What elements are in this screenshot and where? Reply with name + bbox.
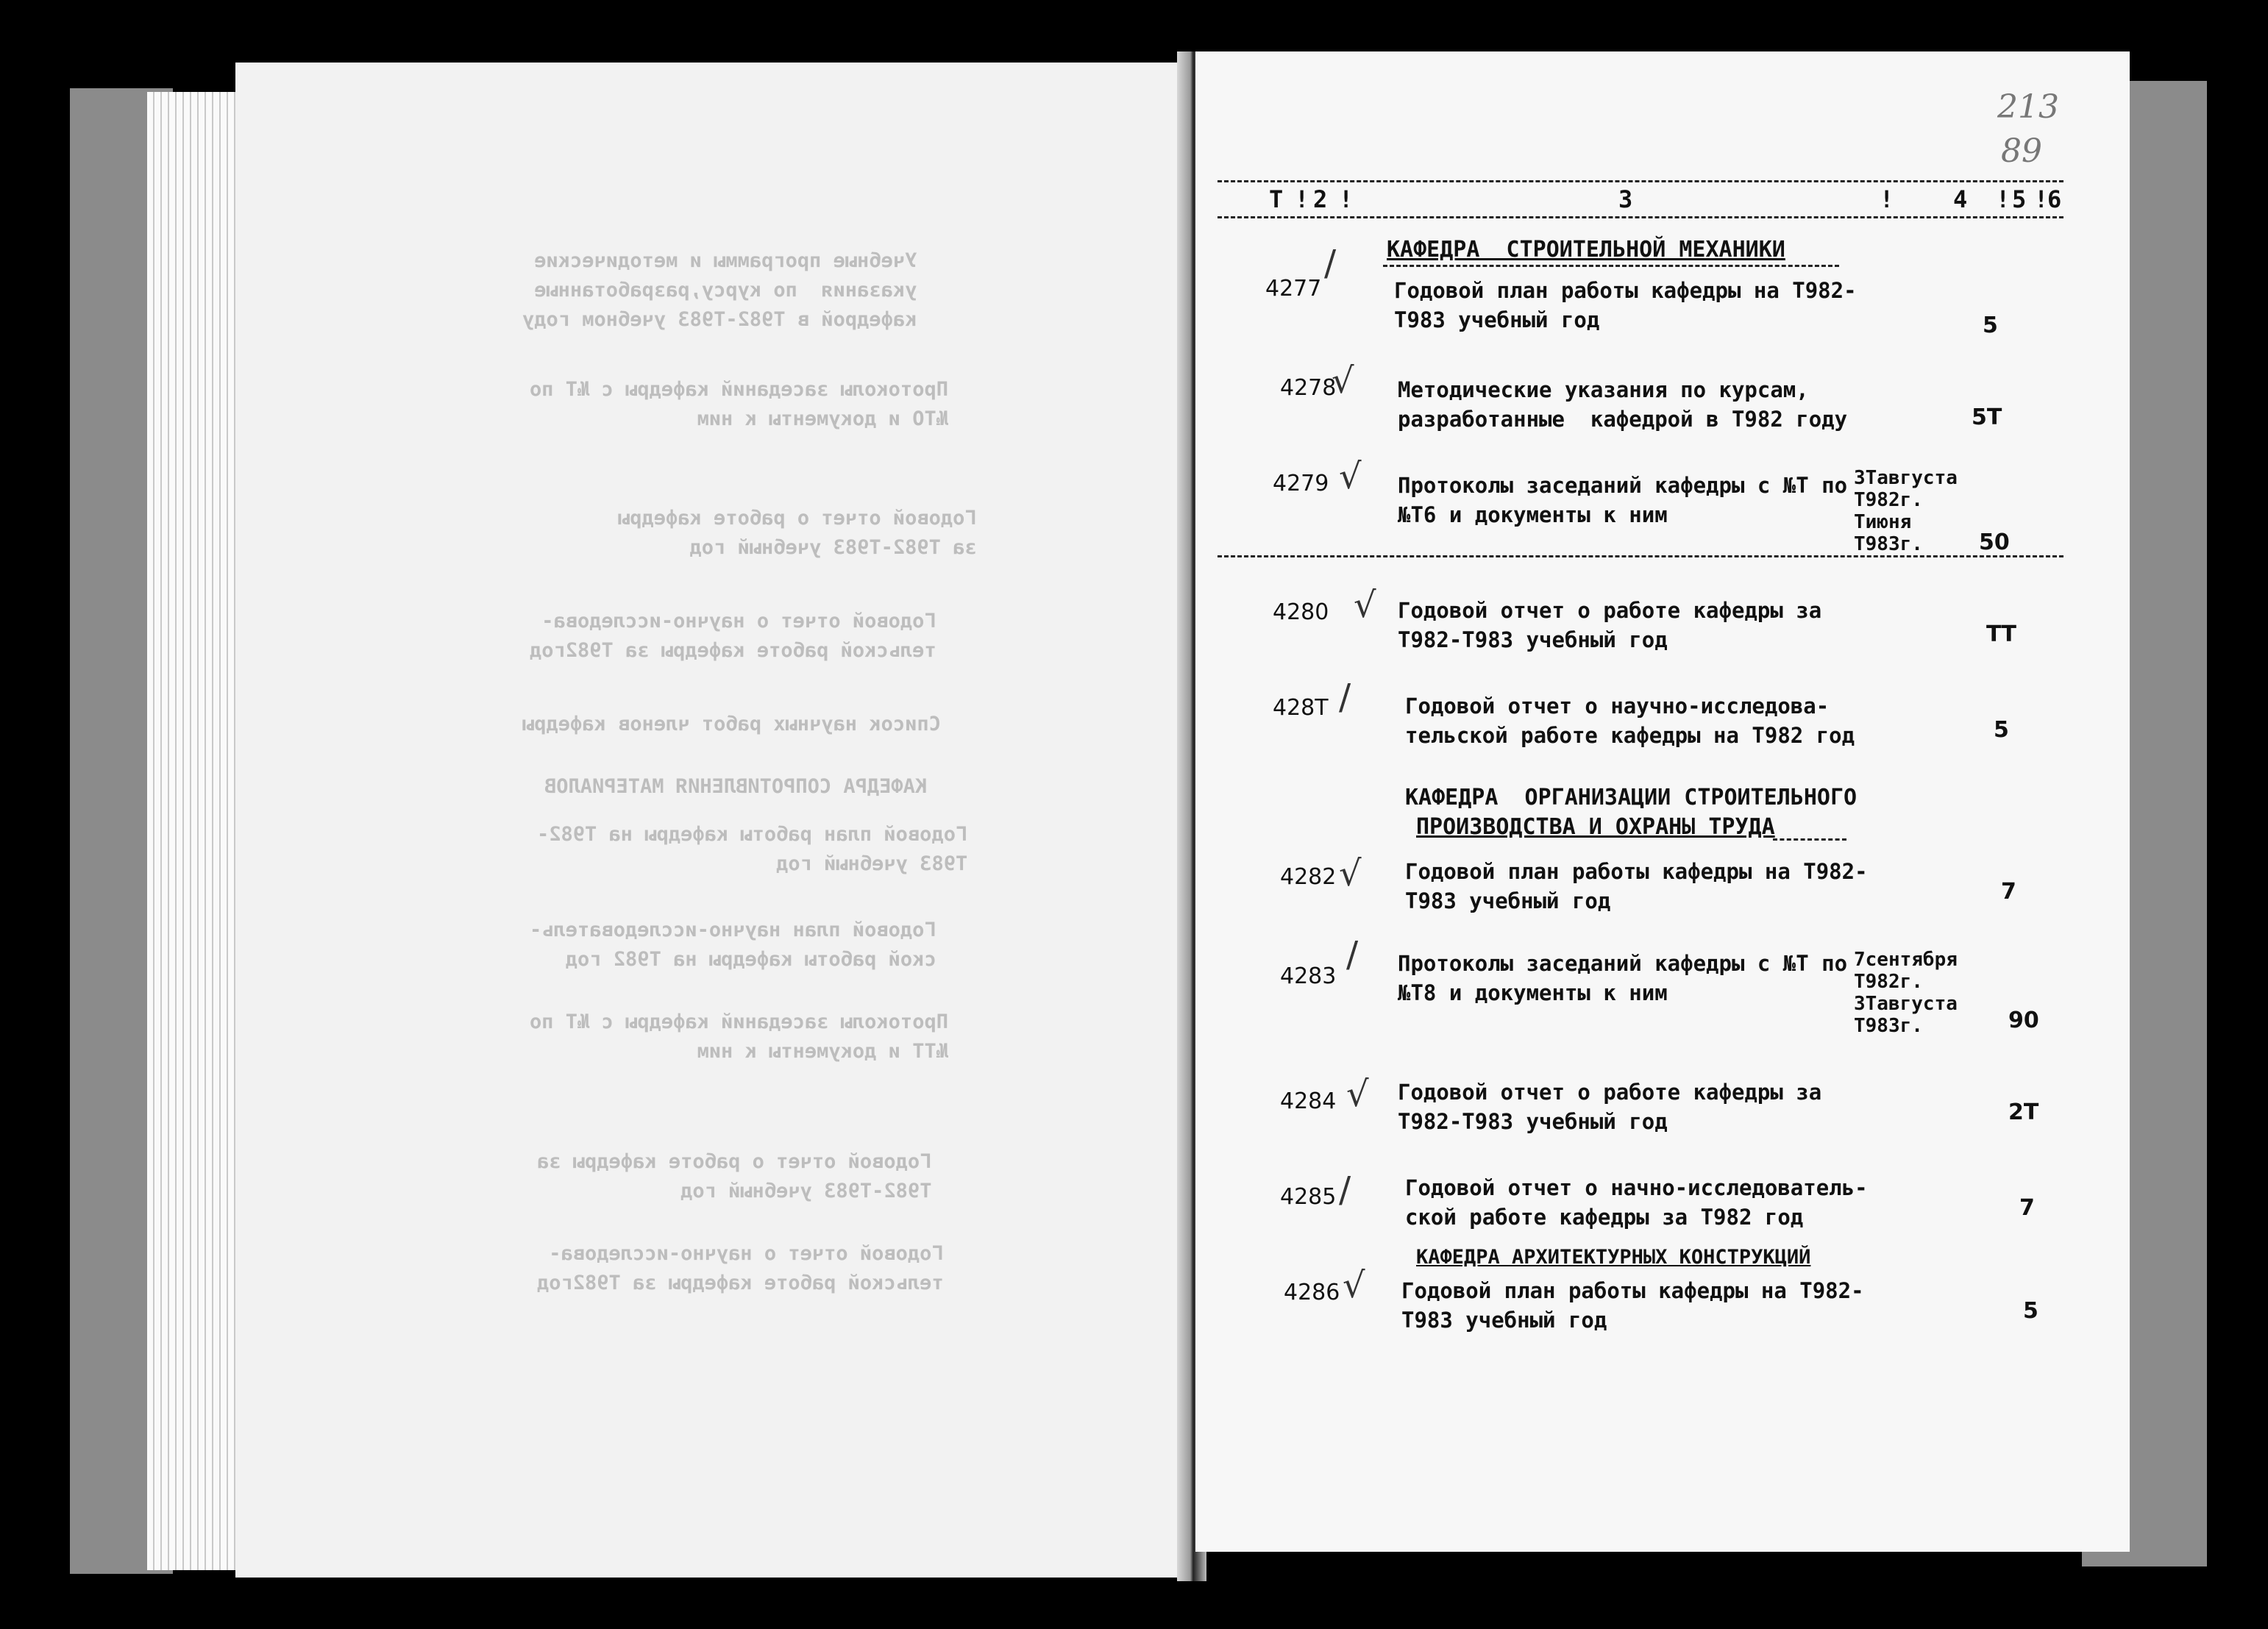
section-heading: КАФЕДРА СТРОИТЕЛЬНОЙ МЕХАНИКИ	[1387, 237, 1785, 263]
entry-title: Методические указания по курсам, разработанные кафедрой в Т982 году	[1398, 377, 1848, 432]
section-underline	[1383, 265, 1839, 267]
entry-number: 4279	[1273, 471, 1329, 496]
header-col-1: Т	[1269, 185, 1284, 213]
check-mark-icon: /	[1346, 934, 1359, 975]
header-col-2: 2	[1313, 185, 1328, 213]
entry-pages: 2Т	[2008, 1099, 2039, 1125]
row-separator	[1217, 555, 2063, 557]
header-col-3: 3	[1618, 185, 1633, 213]
stamped-page-number: 213	[1997, 88, 2059, 126]
entry-number: 4284	[1280, 1088, 1337, 1114]
entry-title: Протоколы заседаний кафедры с №Т по №Т6 и документы к ним	[1398, 473, 1848, 527]
check-mark-icon: √	[1339, 853, 1362, 894]
ghost-entry: Список научных работ членов кафедры	[522, 713, 941, 735]
entry-pages: 5	[1994, 717, 2009, 743]
ghost-entry: Годовой отчет о работе кафедры за Т982-Т983 учебный год	[618, 507, 977, 559]
entry-title: Годовой отчет о научно-исследова- тельской работе кафедры на Т982 год	[1405, 694, 1855, 748]
header-col-6: 6	[2047, 185, 2062, 213]
section-heading: ПРОИЗВОДСТВА И ОХРАНЫ ТРУДА	[1416, 814, 1775, 840]
page-stack	[147, 92, 250, 1570]
entry-title: Годовой отчет о начно-исследователь- ской работе кафедры за Т982 год	[1405, 1175, 1868, 1230]
entry-number: 4283	[1280, 963, 1337, 989]
entry-title: Протоколы заседаний кафедры с №Т по №Т8 и документы к ним	[1398, 951, 1848, 1005]
entry-pages: 5	[1983, 313, 1998, 338]
entry-title: Годовой отчет о работе кафедры за Т982-Т983 учебный год	[1398, 1080, 1822, 1134]
check-mark-icon: √	[1339, 456, 1362, 497]
section-heading: КАФЕДРА ОРГАНИЗАЦИИ СТРОИТЕЛЬНОГО	[1405, 785, 1858, 810]
check-mark-icon: √	[1343, 1265, 1365, 1306]
ghost-section: КАФЕДРА СОПРОТИВЛЕНИЯ МАТЕРИАЛОВ	[544, 775, 928, 798]
entry-dates: 7сентября Т982г. 3Тавгуста Т983г.	[1854, 949, 1958, 1037]
entry-number: 4278	[1280, 375, 1337, 401]
ghost-entry: Учебные программы и методические указания по курсу,разработанные кафедрой в Т982-Т983 учебном году	[522, 249, 917, 331]
entry-number: 4277	[1265, 276, 1322, 302]
section-heading: КАФЕДРА АРХИТЕКТУРНЫХ КОНСТРУКЦИЙ	[1416, 1246, 1811, 1269]
entry-pages: 7	[2019, 1195, 2035, 1221]
header-col-5: 5	[2012, 185, 2027, 213]
entry-pages: 5	[2023, 1298, 2038, 1324]
entry-title: Годовой план работы кафедры на Т982- Т983 учебный год	[1394, 278, 1857, 332]
entry-number: 4282	[1280, 864, 1337, 890]
ghost-entry: Годовой план работы кафедры на Т982- Т983 учебный год	[537, 823, 968, 875]
ghost-entry: Протоколы заседаний кафедры с №Т по №ТТ и документы к ним	[530, 1010, 948, 1063]
entry-number: 4286	[1284, 1280, 1340, 1305]
check-mark-icon: /	[1339, 677, 1351, 718]
ghost-entry: Годовой план научно-исследователь- ской работы кафедры на Т982 год	[530, 919, 936, 971]
ghost-entry: Годовой отчет о научно-исследова- тельской работе кафедры за Т982год	[530, 610, 936, 662]
ghost-entry: Годовой отчет о работе кафедры за Т982-Т983 учебный год	[537, 1150, 932, 1202]
entry-number: 4285	[1280, 1184, 1337, 1210]
left-page	[235, 63, 1192, 1578]
entry-title: Годовой план работы кафедры на Т982- Т983 учебный год	[1405, 859, 1868, 913]
entry-number: 4280	[1273, 599, 1329, 625]
handwritten-page-number: 89	[2001, 132, 2042, 170]
check-mark-icon: /	[1324, 243, 1337, 284]
section-underline	[1773, 838, 1846, 841]
ghost-entry: Годовой отчет о научно-исследова- тельской работе кафедры за Т982год	[537, 1242, 944, 1294]
check-mark-icon: /	[1339, 1169, 1351, 1211]
check-mark-icon: √	[1346, 1074, 1369, 1115]
entry-pages: 90	[2008, 1008, 2039, 1033]
entry-dates: 3Тавгуста Т982г. Тиюня Т983г.	[1854, 467, 1958, 555]
ghost-entry: Протоколы заседаний кафедры с №Т по №ТО и документы к ним	[530, 378, 948, 430]
entry-pages: 50	[1979, 530, 2010, 555]
entry-pages: ТТ	[1986, 621, 2016, 647]
check-mark-icon: √	[1332, 360, 1354, 402]
entry-number: 428Т	[1273, 695, 1329, 721]
entry-pages: 7	[2001, 879, 2016, 905]
entry-title: Годовой план работы кафедры на Т982- Т983 учебный год	[1401, 1278, 1864, 1333]
entry-pages: 5Т	[1972, 404, 2002, 430]
header-col-4: 4	[1953, 185, 1968, 213]
entry-title: Годовой отчет о работе кафедры за Т982-Т983 учебный год	[1398, 598, 1822, 652]
check-mark-icon: √	[1354, 585, 1376, 626]
table-header: Т ! 2 ! 3 ! 4 ! 5 ! 6	[1217, 180, 2063, 218]
